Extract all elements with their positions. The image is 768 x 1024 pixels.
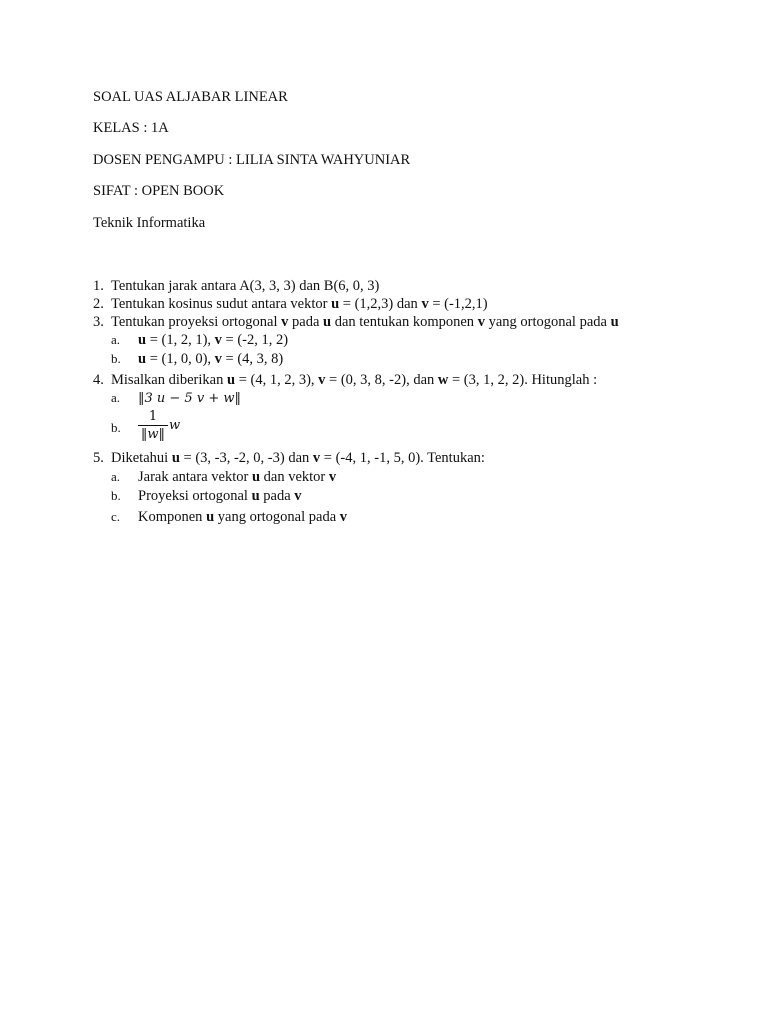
- vector-symbol: v: [318, 372, 326, 388]
- sub-letter: b.: [111, 351, 121, 366]
- question-5c: [111, 508, 347, 526]
- vector-symbol: u: [226, 372, 236, 388]
- text-segment: = (-2, 1, 2): [221, 332, 289, 348]
- text-segment: yang ortogonal pada: [484, 314, 611, 330]
- text-segment: Jarak antara vektor: [138, 469, 252, 485]
- question-3: [93, 313, 619, 331]
- vector-symbol: u: [251, 488, 260, 504]
- vector-symbol: w: [437, 372, 449, 388]
- text-segment: = (-4, 1, -1, 5, 0). Tentukan:: [320, 450, 485, 466]
- text-segment: Tentukan kosinus sudut antara vektor: [111, 296, 332, 312]
- vector-symbol: u: [331, 296, 340, 312]
- sub-letter: b.: [111, 420, 121, 435]
- question-4b: [111, 419, 138, 437]
- vector-symbol: u: [251, 469, 261, 485]
- vector-symbol: v: [281, 314, 289, 330]
- sub-letter: b.: [111, 488, 121, 503]
- question-text: Tentukan jarak antara A(3, 3, 3) dan B(6, 0, 3): [111, 278, 380, 294]
- department-line: Teknik Informatika: [93, 215, 206, 231]
- fraction-bar: [138, 425, 168, 426]
- exam-title: SOAL UAS ALJABAR LINEAR: [93, 89, 288, 105]
- text-segment: Proyeksi ortogonal: [138, 488, 252, 504]
- text-segment: = (3, -3, -2, 0, -3) dan: [179, 450, 313, 466]
- fraction-denominator: ‖w‖: [140, 427, 166, 442]
- text-segment: Diketahui: [111, 450, 172, 466]
- question-4a: [111, 389, 241, 408]
- question-number: 3.: [93, 314, 104, 330]
- text-segment: dan vektor: [260, 469, 329, 485]
- vector-symbol: u: [610, 314, 619, 330]
- text-segment: pada: [288, 314, 324, 330]
- vector-symbol: v: [214, 332, 222, 348]
- text-segment: = (4, 1, 2, 3),: [235, 372, 319, 388]
- question-number: 4.: [93, 372, 104, 388]
- text-segment: Komponen: [138, 509, 207, 525]
- vector-symbol: v: [339, 509, 348, 525]
- vector-symbol: v: [477, 314, 485, 330]
- text-segment: = (0, 3, 8, -2), dan: [325, 372, 438, 388]
- vector-symbol: u: [138, 351, 147, 367]
- text-segment: = (-1,2,1): [428, 296, 488, 312]
- text-segment: = (1,2,3) dan: [339, 296, 422, 312]
- vector-symbol: v: [328, 469, 337, 485]
- question-5: [93, 449, 485, 467]
- vector-symbol: u: [138, 332, 147, 348]
- question-4: [93, 371, 597, 389]
- text-segment: = (3, 1, 2, 2). Hitunglah :: [448, 372, 598, 388]
- question-3a: [111, 331, 288, 349]
- sub-letter: a.: [111, 390, 121, 405]
- norm-expression: ‖3 u − 5 v + w‖: [138, 391, 241, 406]
- vector-symbol: v: [214, 351, 222, 367]
- sub-letter: a.: [111, 332, 121, 347]
- question-3b: [111, 350, 283, 368]
- question-2: [93, 295, 488, 313]
- question-1: [93, 277, 379, 295]
- vector-symbol: v: [312, 450, 321, 466]
- text-segment: dan tentukan komponen: [331, 314, 478, 330]
- vector-symbol: v: [421, 296, 429, 312]
- class-line: KELAS : 1A: [93, 120, 169, 136]
- text-segment: Tentukan proyeksi ortogonal: [111, 314, 282, 330]
- exam-type-line: SIFAT : OPEN BOOK: [93, 183, 225, 199]
- question-5b: [111, 487, 302, 505]
- vector-symbol: u: [206, 509, 215, 525]
- sub-letter: c.: [111, 509, 121, 524]
- text-segment: = (1, 0, 0),: [146, 351, 215, 367]
- vector-symbol: u: [323, 314, 332, 330]
- question-number: 5.: [93, 450, 104, 466]
- text-segment: = (1, 2, 1),: [146, 332, 215, 348]
- text-segment: pada: [259, 488, 295, 504]
- lecturer-line: DOSEN PENGAMPU : LILIA SINTA WAHYUNIAR: [93, 152, 411, 168]
- unit-vector-fraction: [138, 409, 168, 443]
- text-segment: Misalkan diberikan: [111, 372, 227, 388]
- sub-letter: a.: [111, 469, 121, 484]
- fraction-numerator: 1: [148, 409, 158, 424]
- vector-symbol: u: [171, 450, 180, 466]
- question-number: 2.: [93, 296, 104, 312]
- vector-symbol: v: [294, 488, 302, 504]
- text-segment: yang ortogonal pada: [214, 509, 340, 525]
- text-segment: = (4, 3, 8): [221, 351, 284, 367]
- question-number: 1.: [93, 278, 104, 294]
- fraction-multiplier: w: [169, 418, 181, 433]
- question-5a: [111, 468, 336, 486]
